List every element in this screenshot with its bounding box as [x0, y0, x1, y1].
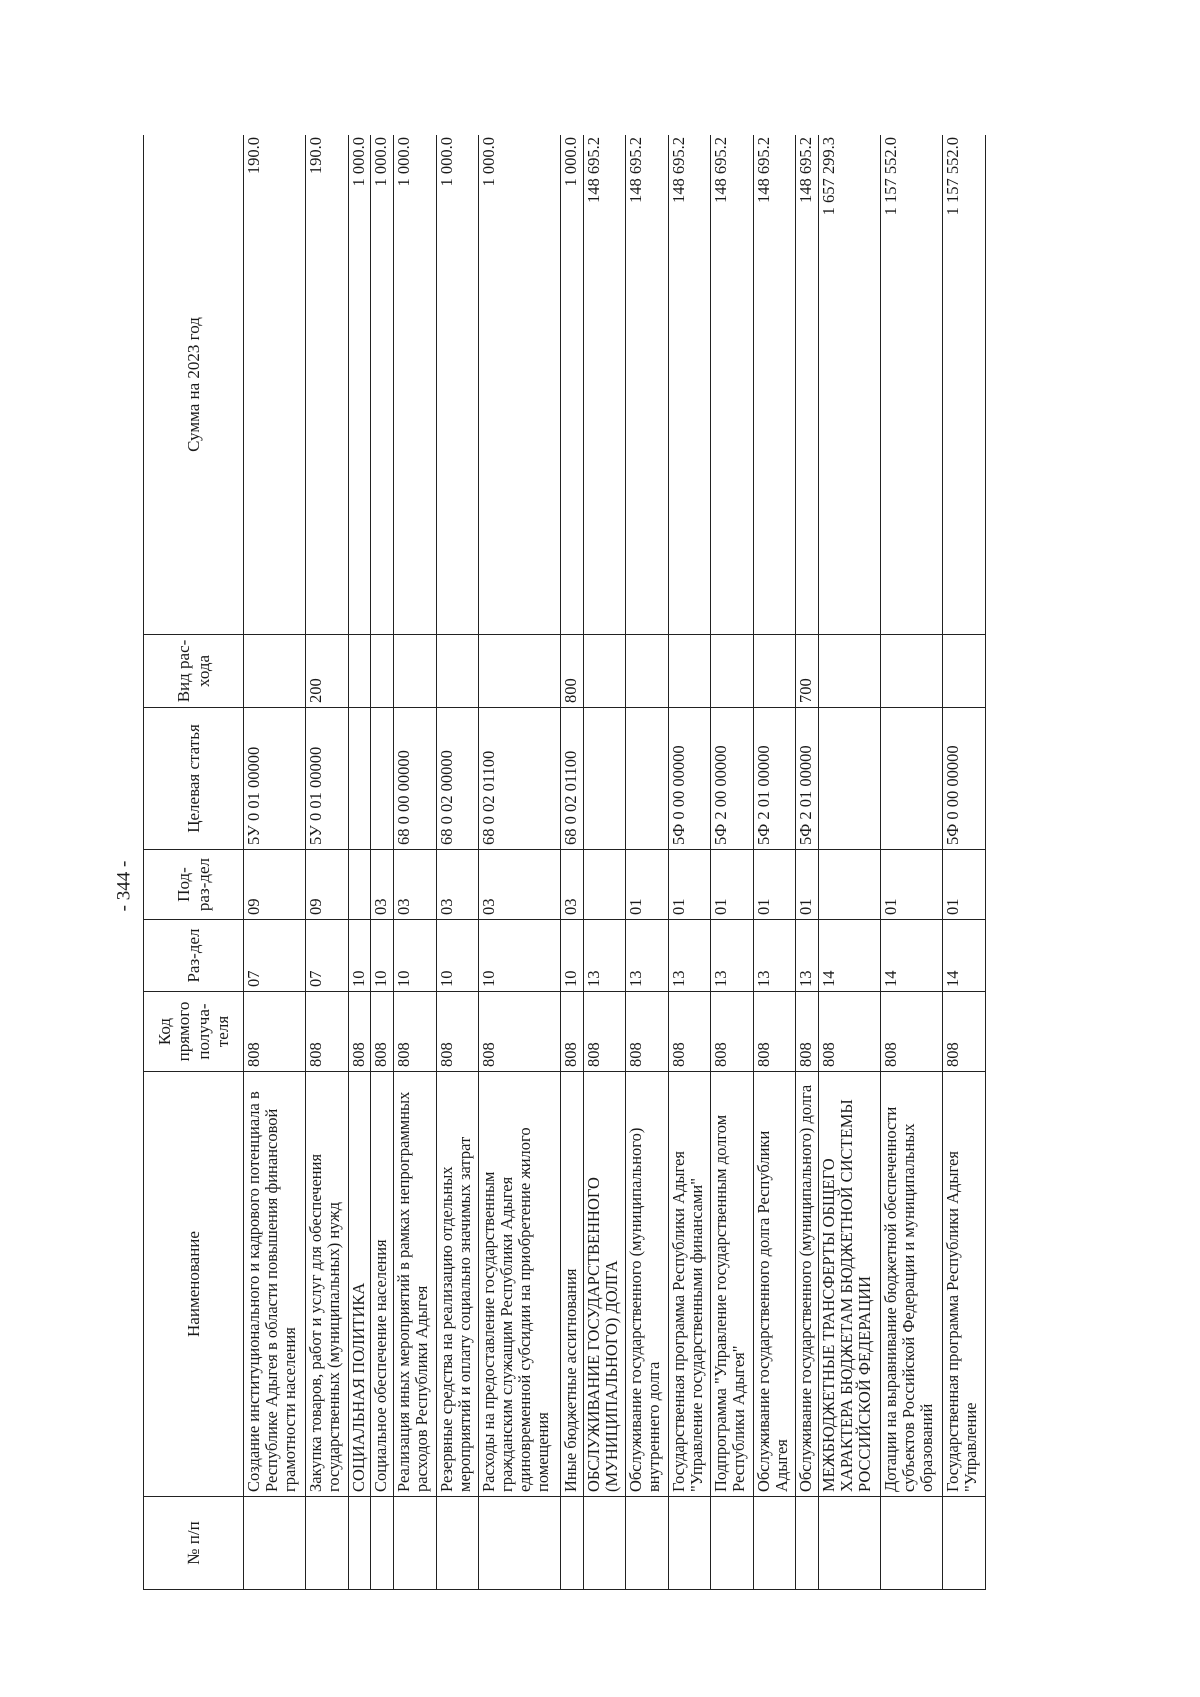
cell-num [943, 1497, 986, 1590]
cell-recipient: 808 [668, 992, 710, 1072]
cell-section: 14 [943, 920, 986, 992]
cell-subsection: 01 [753, 850, 795, 920]
cell-recipient: 808 [244, 992, 306, 1072]
cell-num [244, 1497, 306, 1590]
cell-section: 13 [583, 920, 625, 992]
cell-name: Расходы на предоставление государственным гражданским служащим Республики Адыгея единовременной субсидии на приобретение жилого помещения [479, 1072, 561, 1497]
cell-target: 5У 0 01 00000 [306, 708, 348, 850]
cell-section: 13 [753, 920, 795, 992]
cell-section: 14 [881, 920, 943, 992]
cell-section: 10 [479, 920, 561, 992]
table-row [626, 135, 668, 1590]
cell-num [711, 1497, 753, 1590]
cell-recipient: 808 [626, 992, 668, 1072]
cell-num [306, 1497, 348, 1590]
cell-subsection [819, 850, 881, 920]
cell-section: 10 [561, 920, 584, 992]
cell-amount: 190.0 [306, 135, 348, 635]
cell-subsection: 03 [371, 850, 394, 920]
cell-target [626, 708, 668, 850]
cell-expense-type [753, 635, 795, 708]
cell-section: 07 [244, 920, 306, 992]
cell-amount: 148 695.2 [626, 135, 668, 635]
cell-recipient: 808 [479, 992, 561, 1072]
cell-amount: 1 000.0 [371, 135, 394, 635]
cell-name: ОБСЛУЖИВАНИЕ ГОСУДАРСТВЕННОГО (МУНИЦИПАЛЬНОГО) ДОЛГА [583, 1072, 625, 1497]
rotated-table-container [143, 135, 986, 1590]
cell-num [668, 1497, 710, 1590]
cell-recipient: 808 [881, 992, 943, 1072]
header-target: Целевая статья [144, 708, 244, 850]
header-amount: Сумма на 2023 год [144, 135, 244, 635]
cell-num [436, 1497, 478, 1590]
cell-subsection: 03 [561, 850, 584, 920]
cell-amount: 148 695.2 [711, 135, 753, 635]
header-num: № п/п [144, 1497, 244, 1590]
cell-recipient: 808 [819, 992, 881, 1072]
cell-target: 5Ф 2 01 00000 [753, 708, 795, 850]
cell-target: 5Ф 2 01 00000 [796, 708, 819, 850]
cell-name: Социальное обеспечение населения [371, 1072, 394, 1497]
cell-target [583, 708, 625, 850]
table-row [371, 135, 394, 1590]
cell-name: Государственная программа Республики Адыгея "Управление [943, 1072, 986, 1497]
cell-expense-type: 700 [796, 635, 819, 708]
cell-subsection: 03 [394, 850, 436, 920]
budget-table-frame [143, 135, 986, 1590]
header-expense-type: Вид рас-хода [144, 635, 244, 708]
cell-expense-type [436, 635, 478, 708]
cell-num [626, 1497, 668, 1590]
cell-name: МЕЖБЮДЖЕТНЫЕ ТРАНСФЕРТЫ ОБЩЕГО ХАРАКТЕРА БЮДЖЕТАМ БЮДЖЕТНОЙ СИСТЕМЫ РОССИЙСКОЙ ФЕДЕРАЦИИ [819, 1072, 881, 1497]
cell-recipient: 808 [436, 992, 478, 1072]
table-row [796, 135, 819, 1590]
table-row [348, 135, 371, 1590]
cell-section: 10 [394, 920, 436, 992]
cell-name: Реализация иных мероприятий в рамках непрограммных расходов Республики Адыгея [394, 1072, 436, 1497]
cell-recipient: 808 [371, 992, 394, 1072]
cell-amount: 1 000.0 [561, 135, 584, 635]
cell-num [561, 1497, 584, 1590]
page-number [102, 816, 146, 956]
cell-amount: 1 157 552.0 [943, 135, 986, 635]
cell-target: 5Ф 0 00 00000 [668, 708, 710, 850]
cell-target [371, 708, 394, 850]
cell-expense-type [348, 635, 371, 708]
header-recipient: Код прямого получа-теля [144, 992, 244, 1072]
table-row [711, 135, 753, 1590]
cell-num [394, 1497, 436, 1590]
cell-num [796, 1497, 819, 1590]
cell-name: СОЦИАЛЬНАЯ ПОЛИТИКА [348, 1072, 371, 1497]
cell-section: 13 [796, 920, 819, 992]
cell-target [819, 708, 881, 850]
cell-name: Подпрограмма "Управление государственным долгом Республики Адыгея" [711, 1072, 753, 1497]
cell-num [753, 1497, 795, 1590]
cell-recipient: 808 [348, 992, 371, 1072]
cell-expense-type: 200 [306, 635, 348, 708]
cell-target: 5Ф 2 00 00000 [711, 708, 753, 850]
cell-recipient: 808 [394, 992, 436, 1072]
cell-name: Создание институционального и кадрового потенциала в Республике Адыгея в области повышения финансовой грамотности населения [244, 1072, 306, 1497]
cell-amount: 1 000.0 [479, 135, 561, 635]
cell-target: 68 0 02 01100 [561, 708, 584, 850]
cell-section: 10 [436, 920, 478, 992]
page-number-text: - 344 - [113, 860, 134, 912]
cell-expense-type [881, 635, 943, 708]
cell-expense-type [583, 635, 625, 708]
table-row [753, 135, 795, 1590]
table-row [943, 135, 986, 1590]
cell-subsection [348, 850, 371, 920]
cell-amount: 1 000.0 [394, 135, 436, 635]
table-row [244, 135, 306, 1590]
table-header-row [144, 135, 244, 1590]
table-row [306, 135, 348, 1590]
cell-amount: 148 695.2 [583, 135, 625, 635]
cell-section: 10 [348, 920, 371, 992]
table-row [561, 135, 584, 1590]
cell-section: 13 [711, 920, 753, 992]
table-body [244, 135, 986, 1590]
cell-num [479, 1497, 561, 1590]
cell-recipient: 808 [711, 992, 753, 1072]
cell-subsection: 09 [244, 850, 306, 920]
cell-subsection [583, 850, 625, 920]
table-row [479, 135, 561, 1590]
cell-expense-type [943, 635, 986, 708]
cell-recipient: 808 [306, 992, 348, 1072]
cell-num [371, 1497, 394, 1590]
cell-amount: 1 000.0 [436, 135, 478, 635]
cell-section: 10 [371, 920, 394, 992]
cell-name: Резервные средства на реализацию отдельных мероприятий и оплату социально значимых затрат [436, 1072, 478, 1497]
cell-expense-type [626, 635, 668, 708]
cell-subsection: 01 [881, 850, 943, 920]
cell-name: Обслуживание государственного (муниципального) внутреннего долга [626, 1072, 668, 1497]
header-section: Раз-дел [144, 920, 244, 992]
cell-subsection: 03 [479, 850, 561, 920]
cell-expense-type [244, 635, 306, 708]
cell-name: Обслуживание государственного долга Республики Адыгея [753, 1072, 795, 1497]
cell-subsection: 01 [943, 850, 986, 920]
cell-amount: 1 657 299.3 [819, 135, 881, 635]
cell-subsection: 03 [436, 850, 478, 920]
budget-table [143, 135, 986, 1590]
cell-name: Закупка товаров, работ и услуг для обеспечения государственных (муниципальных) нужд [306, 1072, 348, 1497]
cell-recipient: 808 [583, 992, 625, 1072]
cell-amount: 190.0 [244, 135, 306, 635]
header-name: Наименование [144, 1072, 244, 1497]
cell-subsection: 01 [626, 850, 668, 920]
table-row [394, 135, 436, 1590]
cell-amount: 1 000.0 [348, 135, 371, 635]
table-row [583, 135, 625, 1590]
cell-amount: 1 157 552.0 [881, 135, 943, 635]
cell-num [583, 1497, 625, 1590]
cell-expense-type [479, 635, 561, 708]
cell-recipient: 808 [943, 992, 986, 1072]
cell-section: 13 [626, 920, 668, 992]
header-subsection: Под-раз-дел [144, 850, 244, 920]
table-row [881, 135, 943, 1590]
cell-subsection: 01 [668, 850, 710, 920]
cell-expense-type [371, 635, 394, 708]
cell-expense-type: 800 [561, 635, 584, 708]
cell-target: 68 0 02 01100 [479, 708, 561, 850]
cell-target: 5У 0 01 00000 [244, 708, 306, 850]
cell-num [348, 1497, 371, 1590]
cell-subsection: 01 [796, 850, 819, 920]
cell-expense-type [668, 635, 710, 708]
cell-expense-type [394, 635, 436, 708]
cell-name: Обслуживание государственного (муниципального) долга [796, 1072, 819, 1497]
table-row [436, 135, 478, 1590]
cell-target: 5Ф 0 00 00000 [943, 708, 986, 850]
cell-expense-type [819, 635, 881, 708]
table-row [668, 135, 710, 1590]
cell-subsection: 09 [306, 850, 348, 920]
cell-subsection: 01 [711, 850, 753, 920]
cell-name: Иные бюджетные ассигнования [561, 1072, 584, 1497]
cell-amount: 148 695.2 [753, 135, 795, 635]
cell-recipient: 808 [561, 992, 584, 1072]
cell-num [819, 1497, 881, 1590]
cell-amount: 148 695.2 [668, 135, 710, 635]
cell-section: 07 [306, 920, 348, 992]
table-row [819, 135, 881, 1590]
cell-section: 13 [668, 920, 710, 992]
cell-target: 68 0 02 00000 [436, 708, 478, 850]
cell-name: Дотации на выравнивание бюджетной обеспеченности субъектов Российской Федерации и муниципальных образований [881, 1072, 943, 1497]
cell-section: 14 [819, 920, 881, 992]
cell-amount: 148 695.2 [796, 135, 819, 635]
cell-recipient: 808 [753, 992, 795, 1072]
cell-name: Государственная программа Республики Адыгея "Управление государственными финансами" [668, 1072, 710, 1497]
cell-target [881, 708, 943, 850]
cell-target: 68 0 00 00000 [394, 708, 436, 850]
cell-expense-type [711, 635, 753, 708]
cell-recipient: 808 [796, 992, 819, 1072]
cell-num [881, 1497, 943, 1590]
cell-target [348, 708, 371, 850]
